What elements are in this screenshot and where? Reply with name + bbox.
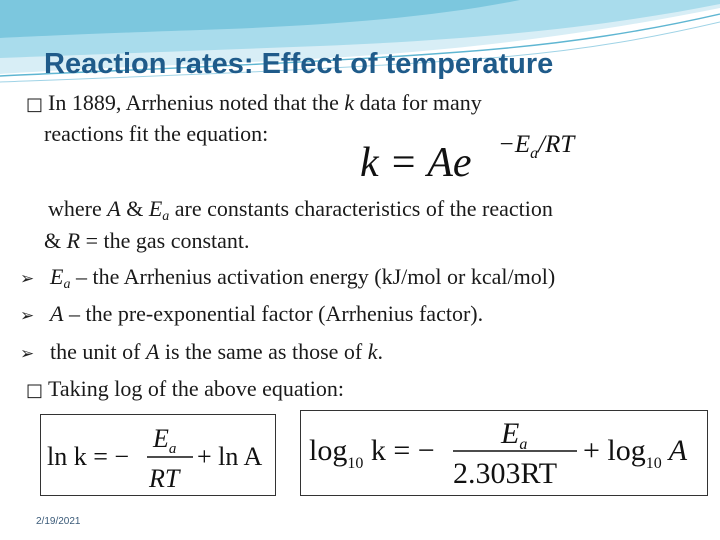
ln-equation-box (40, 414, 276, 496)
svg-text:Ea: $E_a$ (153, 424, 177, 457)
text-line-gas-constant: & R = the gas constant. (44, 228, 250, 253)
svg-text:+ ln A: + ln A (197, 442, 263, 471)
list-item-unit-of-a: ➢ the unit of A is the same as those of k. (20, 339, 384, 364)
svg-text:+ log10 A: + $\log_{10} A$ (583, 434, 688, 472)
square-bullet-icon: □ (26, 380, 44, 401)
text-line-equation-intro: reactions fit the equation: (44, 121, 269, 146)
svg-text:ln k = −: ln k = − (47, 442, 130, 471)
arrow-bullet-icon: ➢ (20, 344, 35, 364)
log10-equation (301, 411, 707, 495)
arrow-bullet-icon: ➢ (20, 269, 35, 289)
svg-text:RT: RT (149, 464, 180, 493)
svg-text:log10 k = −: $\log_{10} k$ = − (309, 434, 435, 472)
svg-text:k = Ae: k = Ae (360, 140, 472, 186)
ln-equation (41, 415, 275, 495)
slide-date: 2/19/2021 (36, 516, 81, 527)
text-line-constants: where A & $E_a$ are constants characteristics of the reaction (48, 196, 553, 224)
list-item-activation-energy: ➢ $E_a$ – the Arrhenius activation energy (kJ/mol or kcal/mol) (20, 264, 556, 292)
list-item-pre-exponential: ➢ A – the pre-exponential factor (Arrhenius factor). (20, 301, 484, 326)
arrhenius-equation (358, 128, 608, 186)
svg-text:Ea: $E_a$ (501, 417, 528, 453)
slide-title: Reaction rates: Effect of temperature (44, 48, 554, 80)
svg-text:2.303RT: 2.303RT (453, 457, 558, 490)
bullet-line-taking-log: □ Taking log of the above equation: (26, 376, 344, 401)
bullet-line-arrhenius: □ In 1889, Arrhenius noted that the k data for many (26, 90, 482, 115)
arrow-bullet-icon: ➢ (20, 306, 35, 326)
square-bullet-icon: □ (26, 94, 44, 115)
svg-text:−Ea/RT: $-E_a/RT$ (498, 131, 575, 162)
log10-equation-box (300, 410, 708, 496)
